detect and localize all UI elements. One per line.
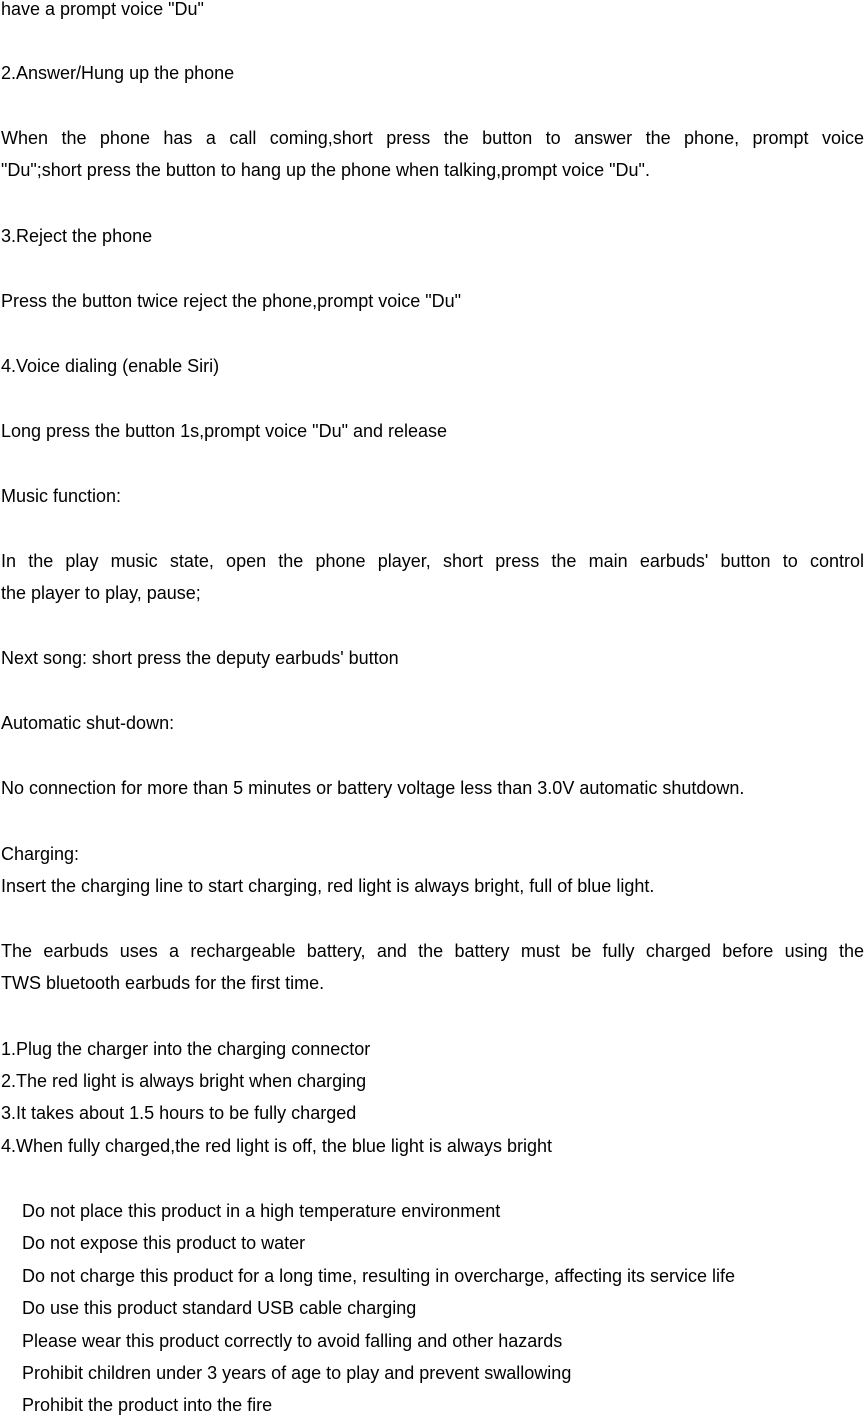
battery-note-line-1: The earbuds uses a rechargeable battery, and the battery must be fully charged before using the [1, 941, 864, 961]
charging-step: 4.When fully charged,the red light is off, the blue light is always bright [1, 1136, 552, 1156]
shutdown-heading: Automatic shut-down: [1, 713, 175, 733]
warning-item: Prohibit the product into the fire [22, 1395, 273, 1415]
answer-hangup-heading: 2.Answer/Hung up the phone [1, 63, 235, 83]
prompt-voice-line: have a prompt voice "Du" [1, 0, 204, 19]
music-heading: Music function: [1, 486, 122, 506]
music-body-line-2: the player to play, pause; [1, 583, 201, 603]
charging-body: Insert the charging line to start charging, red light is always bright, full of blue light. [1, 876, 655, 896]
warning-item: Please wear this product correctly to avoid falling and other hazards [22, 1331, 563, 1351]
warning-item: Do not charge this product for a long time, resulting in overcharge, affecting its service life [22, 1266, 736, 1286]
voice-dialing-body: Long press the button 1s,prompt voice "Du" and release [1, 421, 448, 441]
charging-heading: Charging: [1, 844, 80, 864]
reject-body: Press the button twice reject the phone,prompt voice "Du" [1, 291, 462, 311]
charging-step: 1.Plug the charger into the charging connector [1, 1039, 371, 1059]
music-body-line-1: In the play music state, open the phone player, short press the main earbuds' button to control [1, 551, 864, 571]
voice-dialing-heading: 4.Voice dialing (enable Siri) [1, 356, 220, 376]
charging-step: 2.The red light is always bright when charging [1, 1071, 367, 1091]
battery-note-line-2: TWS bluetooth earbuds for the first time. [1, 973, 325, 993]
answer-hangup-body-line-2: "Du";short press the button to hang up the phone when talking,prompt voice "Du". [1, 160, 650, 180]
warning-item: Do not expose this product to water [22, 1233, 306, 1253]
warning-item: Do not place this product in a high temperature environment [22, 1201, 501, 1221]
next-song-line: Next song: short press the deputy earbuds' button [1, 648, 399, 668]
warning-item: Do use this product standard USB cable charging [22, 1298, 417, 1318]
answer-hangup-body-line-1: When the phone has a call coming,short press the button to answer the phone, prompt voice [1, 128, 864, 148]
shutdown-body: No connection for more than 5 minutes or battery voltage less than 3.0V automatic shutdown. [1, 778, 745, 798]
warning-item: Prohibit children under 3 years of age to play and prevent swallowing [22, 1363, 572, 1383]
reject-heading: 3.Reject the phone [1, 226, 153, 246]
charging-step: 3.It takes about 1.5 hours to be fully charged [1, 1103, 357, 1123]
